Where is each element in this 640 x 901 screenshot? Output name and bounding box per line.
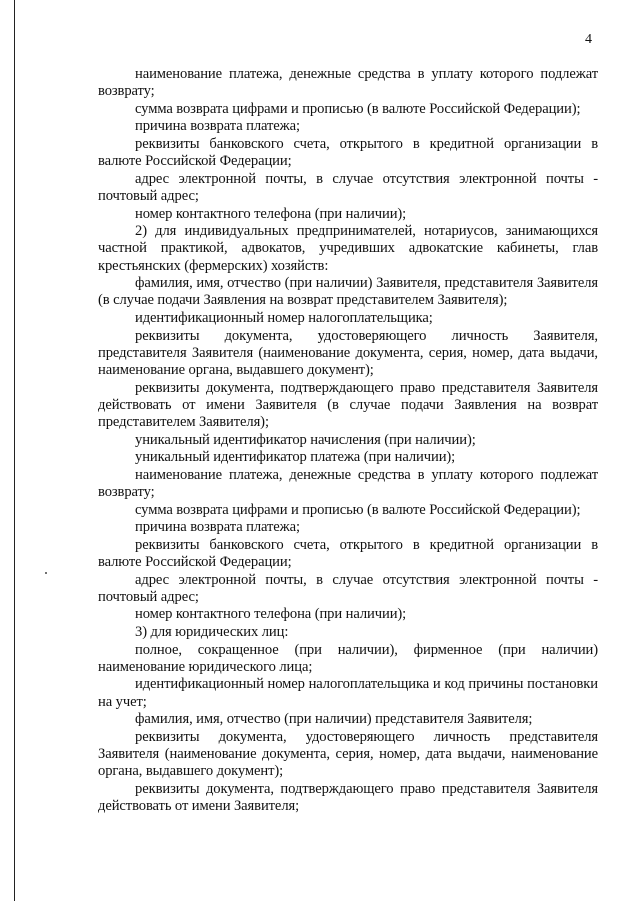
paragraph: фамилия, имя, отчество (при наличии) представителя Заявителя; [135, 711, 533, 728]
page-number: 4 [585, 32, 592, 47]
paragraph: номер контактного телефона (при наличии); [135, 205, 407, 222]
paragraph: наименование платежа, денежные средства в уплату которого подлежат возврату; [98, 466, 598, 500]
paragraph: уникальный идентификатор платежа (при наличии); [135, 449, 456, 466]
paragraph: адрес электронной почты, в случае отсутствия электронной почты - почтовый адрес; [98, 571, 598, 605]
paragraph: причина возврата платежа; [135, 519, 300, 536]
paragraph: наименование платежа, денежные средства в уплату которого подлежат возврату; [98, 66, 598, 100]
paragraph: полное, сокращенное (при наличии), фирменное (при наличии) наименование юридического лица; [98, 641, 598, 675]
paragraph: 3) для юридических лиц: [135, 623, 289, 640]
paragraph: уникальный идентификатор начисления (при наличии); [135, 431, 476, 448]
paragraph: 2) для индивидуальных предпринимателей, нотариусов, занимающихся частной практикой, адвокатов, учредивших адвокатские кабинеты, глав крестьянских (фермерских) хозяйств: [98, 223, 598, 274]
paragraph: реквизиты документа, удостоверяющего личность представителя Заявителя (наименование документа, серия, номер, дата выдачи, наименование органа, выдавшего документ); [98, 728, 598, 780]
document-body [98, 66, 598, 816]
paragraph: сумма возврата цифрами и прописью (в валюте Российской Федерации); [135, 100, 581, 117]
paragraph: фамилия, имя, отчество (при наличии) Заявителя, представителя Заявителя (в случае подачи Заявления на возврат представителем Заявителя); [98, 275, 598, 309]
paragraph: идентификационный номер налогоплательщика; [135, 309, 433, 326]
page-edge-line [14, 0, 15, 901]
paragraph: реквизиты банковского счета, открытого в кредитной организации в валюте Российской Федерации; [98, 135, 598, 170]
paragraph: реквизиты документа, подтверждающего право представителя Заявителя действовать от имени Заявителя; [98, 780, 598, 814]
paragraph: реквизиты документа, подтверждающего право представителя Заявителя действовать от имени Заявителя (в случае подачи Заявления на возврат представителем Заявителя); [98, 379, 598, 430]
paragraph: идентификационный номер налогоплательщика и код причины постановки на учет; [98, 676, 598, 710]
scan-speck [45, 572, 47, 574]
paragraph: причина возврата платежа; [135, 118, 300, 135]
paragraph: реквизиты документа, удостоверяющего личность Заявителя, представителя Заявителя (наименование документа, серия, номер, дата выдачи, наименование органа, выдавшего документ); [98, 327, 598, 378]
paragraph: номер контактного телефона (при наличии); [135, 606, 407, 623]
paragraph: сумма возврата цифрами и прописью (в валюте Российской Федерации); [135, 501, 581, 518]
paragraph: реквизиты банковского счета, открытого в кредитной организации в валюте Российской Федерации; [98, 536, 598, 570]
paragraph: адрес электронной почты, в случае отсутствия электронной почты - почтовый адрес; [98, 170, 598, 204]
